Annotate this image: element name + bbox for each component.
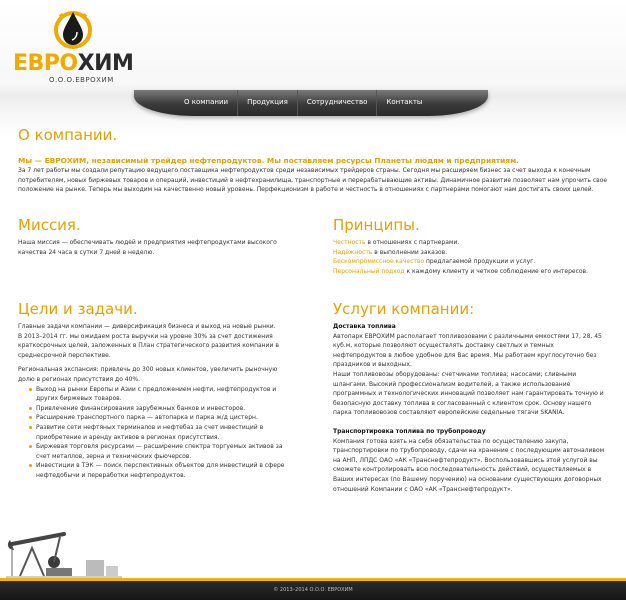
goals-paragraph: Региональная экспансия: привлечь до 300 новых клиентов, увеличить рыночную долю в регионах присутствия до 40%. xyxy=(18,366,278,383)
mission-title: Миссия. xyxy=(18,216,81,234)
brand-name xyxy=(13,52,133,76)
service-title: Доставка топлива xyxy=(333,323,396,330)
goals-paragraph: В 2013–2014 гг. мы ожидаем роста выручки на уровне 30% за счет достижения краткосрочных целей, заложенных в План стратегического развития компании в среднесрочной перспективе. xyxy=(18,332,279,359)
goals-bullet xyxy=(18,423,290,442)
service-title: Транспортировка топлива по трубопроводу xyxy=(333,427,486,435)
about-lead: Мы — ЕВРОХИМ, независимый трейдер нефтепродуктов. Мы поставляем ресурсы Планеты людям и предприятиям. xyxy=(18,156,519,165)
goals-bullet-text: Выход на рынки Европы и Азии с предложением нефти, нефтепродуктов и других биржевых товаров. xyxy=(36,385,277,403)
bullet-icon xyxy=(29,407,32,410)
nav-item-products[interactable]: Продукция xyxy=(237,90,297,116)
bullet-icon xyxy=(29,416,32,419)
goals-bullet-text: Инвестиции в ТЭК — поиск перспективных объектов для инвестиций в сфере нефтедобычи и переработки нефтепродуктов. xyxy=(36,462,285,479)
goals-bullet xyxy=(18,413,290,423)
main-nav xyxy=(175,90,431,116)
footer xyxy=(0,578,626,600)
goals-bullet xyxy=(18,385,290,404)
goals-bullet-text: Развитие сети нефтяных терминалов и нефтебаз за счет инвестиций в приобретение и аренду активов в регионах присутствия. xyxy=(36,423,264,441)
about-text: За 7 лет работы мы создали репутацию ведущего поставщика нефтепродуктов среди независимых трейдеров страны. Сегодня мы расширяем бизнес за счет выхода к конечным потребителям, новых биржевых товаров и операций, инвестиций в нефтехранилища, транспортные и перерабатывающие активы. Динамичное развитие позволяет нам упрочить свое положение на рынке. Теперь мы выходим на качественно новый уровень. Перфекционизм в работе и честность в отношениях с партнерами помогают нам достигать своих целей. xyxy=(18,167,608,194)
service-paragraph: Компания готова взять на себя обязательства по осуществлению закупа, транспортировки по трубопроводу, сдачи на хранение с последующим автоналивом на АНП, ЛПДС ОАО «АК «Транснефтепродукт». Воспользовавшись этой услугой вы сможете контролировать всю последовательность действий, осуществляемых в Ваших интересах (по Вашему поручению) на основании существующих договорных отношений Компании с ОАО «АК «Транснефтепродукт». xyxy=(333,437,605,493)
principle-text: в выполнении заказов. xyxy=(372,248,448,256)
principles-list xyxy=(333,238,613,276)
logo[interactable] xyxy=(13,8,133,86)
principle-item xyxy=(333,267,613,277)
principle-text: предлагаемой продукции и услуг. xyxy=(424,258,536,266)
goals-bullet xyxy=(18,461,290,480)
principle-item xyxy=(333,248,613,258)
pumpjack-illustration xyxy=(6,520,122,582)
oil-drop-icon xyxy=(53,8,93,52)
principle-item xyxy=(333,257,613,267)
goals-body xyxy=(18,322,290,481)
footer-copyright: © 2013–2014 О.О.О. ЕВРОХИМ xyxy=(273,587,353,593)
principle-key: Персональный подход xyxy=(333,267,405,275)
services-body xyxy=(333,322,605,494)
services-title: Услуги компании: xyxy=(333,300,475,318)
goals-bullet-text: Расширение транспортного парка — автопарка и парка ж/д цистерн. xyxy=(36,414,258,422)
mission-text: Наша миссия — обеспечивать людей и предприятия нефтепродуктами высокого качества 24 часа в сутки 7 дней в неделю. xyxy=(18,239,277,256)
nav-item-contacts[interactable]: Контакты xyxy=(376,90,431,116)
bullet-icon xyxy=(29,388,32,391)
principle-item xyxy=(333,238,613,248)
goals-title: Цели и задачи. xyxy=(18,300,138,318)
goals-bullet xyxy=(18,404,290,414)
goals-bullet-text: Привлечение финансирования зарубежных банков и инвесторов. xyxy=(36,404,246,412)
goals-paragraph: Главные задачи компании — диверсификация бизнеса и выход на новые рынки. xyxy=(18,323,276,330)
principle-key: Честность xyxy=(333,239,366,246)
principle-text: к каждому клиенту и четкое соблюдение его интересов. xyxy=(404,267,588,275)
nav-item-about[interactable]: О компании xyxy=(184,98,229,106)
goals-bullet xyxy=(18,442,290,461)
brand-name-part2: ХИМ xyxy=(77,51,134,76)
principle-key: Бескомпромиссное качество xyxy=(333,258,425,266)
brand-tagline: О.О.О.ЕВРОХИМ xyxy=(49,76,114,84)
service-paragraph: Наши топливовозы оборудованы: счетчиками топлива; насосами; сливными шлангами. Высокий профессионализм водителей, а также использование программных и технологических инноваций позволяет нам гарантировать точную и безопасную доставку топлива в согласованный с клиентом срок. Основу нашего парка топливовозов составляют европейские седельные тягачи SKANIA. xyxy=(333,370,604,417)
brand-name-part1: ЕВРО xyxy=(13,51,78,76)
service-paragraph: Автопарк ЕВРОХИМ располагает топливозовами с различными емкостями 17, 28, 45 куб.м, которые позволяют осуществлять доставку светлых и темных нефтепродуктов в любое удобное для Вас время. Мы работаем круглосуточно без праздников и выходных. xyxy=(333,332,602,369)
principle-text: в отношениях с партнерами. xyxy=(365,239,460,246)
nav-item-cooperation[interactable]: Сотрудничество xyxy=(297,90,377,116)
bullet-icon xyxy=(29,445,32,448)
principles-title: Принципы. xyxy=(333,216,420,234)
goals-bullet-text: Биржевая торговля ресурсами — расширение спектра торгуемых активов за счет металлов, зерна и технических фьючерсов. xyxy=(36,443,283,460)
bullet-icon xyxy=(29,426,32,429)
principle-key: Надёжность xyxy=(333,248,373,256)
about-title: О компании. xyxy=(18,126,118,144)
bullet-icon xyxy=(29,464,32,467)
